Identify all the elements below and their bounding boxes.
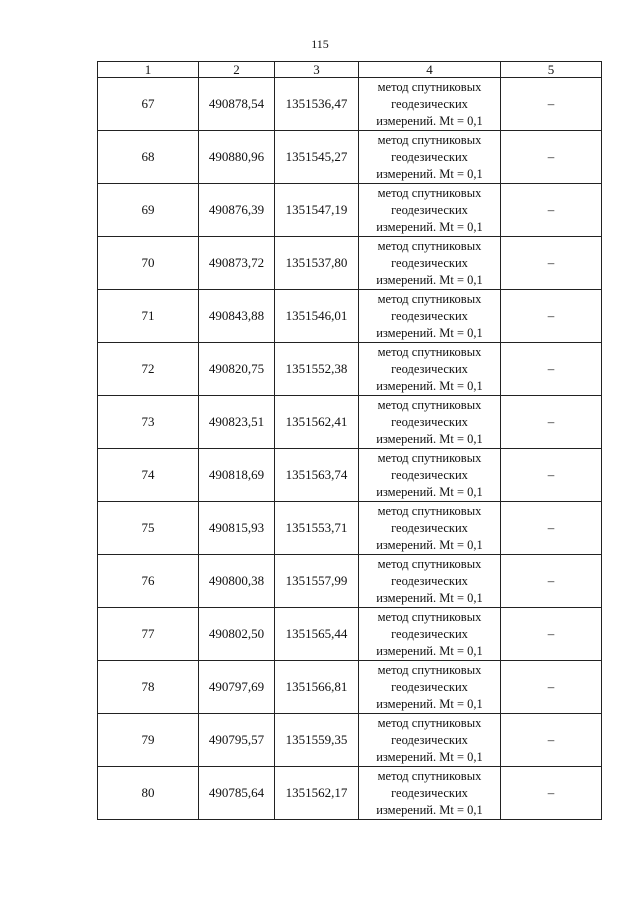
- point-number-cell: 75: [98, 502, 199, 555]
- note-cell: [501, 767, 602, 820]
- method-cell: [359, 502, 501, 555]
- method-line: геодезических: [391, 785, 468, 800]
- method-line: геодезических: [391, 414, 468, 429]
- method-cell: [359, 237, 501, 290]
- method-cell: [359, 131, 501, 184]
- note-cell: [501, 661, 602, 714]
- point-number-cell: 77: [98, 608, 199, 661]
- table-row: [98, 661, 602, 714]
- method-line: измерений. Mt = 0,1: [376, 537, 483, 552]
- y-coordinate-cell: 1351559,35: [275, 714, 359, 767]
- method-line: геодезических: [391, 255, 468, 270]
- table-row: [98, 608, 602, 661]
- y-coordinate-cell: 1351566,81: [275, 661, 359, 714]
- point-number-cell: 67: [98, 78, 199, 131]
- method-line: геодезических: [391, 679, 468, 694]
- method-cell: [359, 343, 501, 396]
- y-coordinate-cell: 1351546,01: [275, 290, 359, 343]
- method-cell: [359, 184, 501, 237]
- note-dash: –: [547, 149, 555, 164]
- note-dash: –: [547, 308, 555, 323]
- method-cell: [359, 661, 501, 714]
- method-cell: [359, 767, 501, 820]
- page-number: 115: [311, 37, 329, 51]
- method-line: геодезических: [391, 202, 468, 217]
- method-line: метод спутниковых: [377, 556, 482, 571]
- method-cell: [359, 78, 501, 131]
- method-line: метод спутниковых: [377, 450, 482, 465]
- x-coordinate-cell: 490876,39: [199, 184, 275, 237]
- method-line: измерений. Mt = 0,1: [376, 802, 483, 817]
- point-number-cell: 73: [98, 396, 199, 449]
- x-coordinate-cell: 490820,75: [199, 343, 275, 396]
- note-cell: [501, 237, 602, 290]
- note-dash: –: [547, 732, 555, 747]
- column-header: 1: [98, 62, 199, 78]
- note-dash: –: [547, 679, 555, 694]
- point-number-cell: 71: [98, 290, 199, 343]
- method-line: геодезических: [391, 149, 468, 164]
- method-line: геодезических: [391, 96, 468, 111]
- table-row: [98, 237, 602, 290]
- point-number-cell: 69: [98, 184, 199, 237]
- method-line: геодезических: [391, 520, 468, 535]
- method-line: измерений. Mt = 0,1: [376, 696, 483, 711]
- method-line: метод спутниковых: [377, 291, 482, 306]
- note-cell: [501, 502, 602, 555]
- method-cell: [359, 555, 501, 608]
- method-line: измерений. Mt = 0,1: [376, 325, 483, 340]
- column-header: 4: [359, 62, 501, 78]
- y-coordinate-cell: 1351565,44: [275, 608, 359, 661]
- note-dash: –: [547, 573, 555, 588]
- method-line: метод спутниковых: [377, 185, 482, 200]
- method-line: геодезических: [391, 732, 468, 747]
- method-line: геодезических: [391, 308, 468, 323]
- y-coordinate-cell: 1351545,27: [275, 131, 359, 184]
- table-row: [98, 184, 602, 237]
- x-coordinate-cell: 490843,88: [199, 290, 275, 343]
- column-header: 5: [501, 62, 602, 78]
- table-row: [98, 290, 602, 343]
- note-cell: [501, 184, 602, 237]
- table-header-row: [98, 62, 602, 78]
- y-coordinate-cell: 1351547,19: [275, 184, 359, 237]
- y-coordinate-cell: 1351552,38: [275, 343, 359, 396]
- x-coordinate-cell: 490785,64: [199, 767, 275, 820]
- method-cell: [359, 608, 501, 661]
- table-row: [98, 714, 602, 767]
- x-coordinate-cell: 490815,93: [199, 502, 275, 555]
- method-cell: [359, 714, 501, 767]
- note-dash: –: [547, 361, 555, 376]
- table-body: [98, 78, 602, 820]
- method-line: измерений. Mt = 0,1: [376, 113, 483, 128]
- y-coordinate-cell: 1351562,17: [275, 767, 359, 820]
- method-line: измерений. Mt = 0,1: [376, 431, 483, 446]
- table-row: [98, 449, 602, 502]
- y-coordinate-cell: 1351553,71: [275, 502, 359, 555]
- method-line: геодезических: [391, 467, 468, 482]
- method-line: метод спутниковых: [377, 503, 482, 518]
- note-cell: [501, 78, 602, 131]
- point-number-cell: 80: [98, 767, 199, 820]
- x-coordinate-cell: 490818,69: [199, 449, 275, 502]
- method-line: измерений. Mt = 0,1: [376, 219, 483, 234]
- x-coordinate-cell: 490800,38: [199, 555, 275, 608]
- table-row: [98, 767, 602, 820]
- table-row: [98, 555, 602, 608]
- table-row: [98, 131, 602, 184]
- x-coordinate-cell: 490880,96: [199, 131, 275, 184]
- method-line: измерений. Mt = 0,1: [376, 272, 483, 287]
- method-line: измерений. Mt = 0,1: [376, 484, 483, 499]
- note-dash: –: [547, 520, 555, 535]
- x-coordinate-cell: 490797,69: [199, 661, 275, 714]
- point-number-cell: 70: [98, 237, 199, 290]
- note-dash: –: [547, 96, 555, 111]
- y-coordinate-cell: 1351563,74: [275, 449, 359, 502]
- point-number-cell: 78: [98, 661, 199, 714]
- method-line: измерений. Mt = 0,1: [376, 749, 483, 764]
- x-coordinate-cell: 490795,57: [199, 714, 275, 767]
- method-line: метод спутниковых: [377, 768, 482, 783]
- method-line: метод спутниковых: [377, 132, 482, 147]
- x-coordinate-cell: 490802,50: [199, 608, 275, 661]
- method-cell: [359, 290, 501, 343]
- y-coordinate-cell: 1351536,47: [275, 78, 359, 131]
- note-cell: [501, 714, 602, 767]
- method-line: метод спутниковых: [377, 397, 482, 412]
- method-line: геодезических: [391, 361, 468, 376]
- y-coordinate-cell: 1351562,41: [275, 396, 359, 449]
- note-cell: [501, 131, 602, 184]
- method-line: измерений. Mt = 0,1: [376, 378, 483, 393]
- method-line: измерений. Mt = 0,1: [376, 166, 483, 181]
- method-line: геодезических: [391, 573, 468, 588]
- table-row: [98, 502, 602, 555]
- note-dash: –: [547, 414, 555, 429]
- note-cell: [501, 396, 602, 449]
- method-line: метод спутниковых: [377, 662, 482, 677]
- table-row: [98, 78, 602, 131]
- table-row: [98, 396, 602, 449]
- column-header: 3: [275, 62, 359, 78]
- method-cell: [359, 449, 501, 502]
- point-number-cell: 72: [98, 343, 199, 396]
- method-cell: [359, 396, 501, 449]
- x-coordinate-cell: 490878,54: [199, 78, 275, 131]
- method-line: метод спутниковых: [377, 238, 482, 253]
- note-dash: –: [547, 255, 555, 270]
- method-line: геодезических: [391, 626, 468, 641]
- column-header: 2: [199, 62, 275, 78]
- point-number-cell: 68: [98, 131, 199, 184]
- coordinates-table: [97, 61, 602, 820]
- note-dash: –: [547, 467, 555, 482]
- note-cell: [501, 449, 602, 502]
- x-coordinate-cell: 490823,51: [199, 396, 275, 449]
- method-line: метод спутниковых: [377, 344, 482, 359]
- y-coordinate-cell: 1351557,99: [275, 555, 359, 608]
- method-line: измерений. Mt = 0,1: [376, 590, 483, 605]
- note-cell: [501, 608, 602, 661]
- point-number-cell: 76: [98, 555, 199, 608]
- method-line: метод спутниковых: [377, 79, 482, 94]
- note-dash: –: [547, 626, 555, 641]
- y-coordinate-cell: 1351537,80: [275, 237, 359, 290]
- note-cell: [501, 343, 602, 396]
- note-dash: –: [547, 202, 555, 217]
- point-number-cell: 79: [98, 714, 199, 767]
- note-cell: [501, 555, 602, 608]
- point-number-cell: 74: [98, 449, 199, 502]
- x-coordinate-cell: 490873,72: [199, 237, 275, 290]
- method-line: измерений. Mt = 0,1: [376, 643, 483, 658]
- note-dash: –: [547, 785, 555, 800]
- method-line: метод спутниковых: [377, 609, 482, 624]
- note-cell: [501, 290, 602, 343]
- table-row: [98, 343, 602, 396]
- method-line: метод спутниковых: [377, 715, 482, 730]
